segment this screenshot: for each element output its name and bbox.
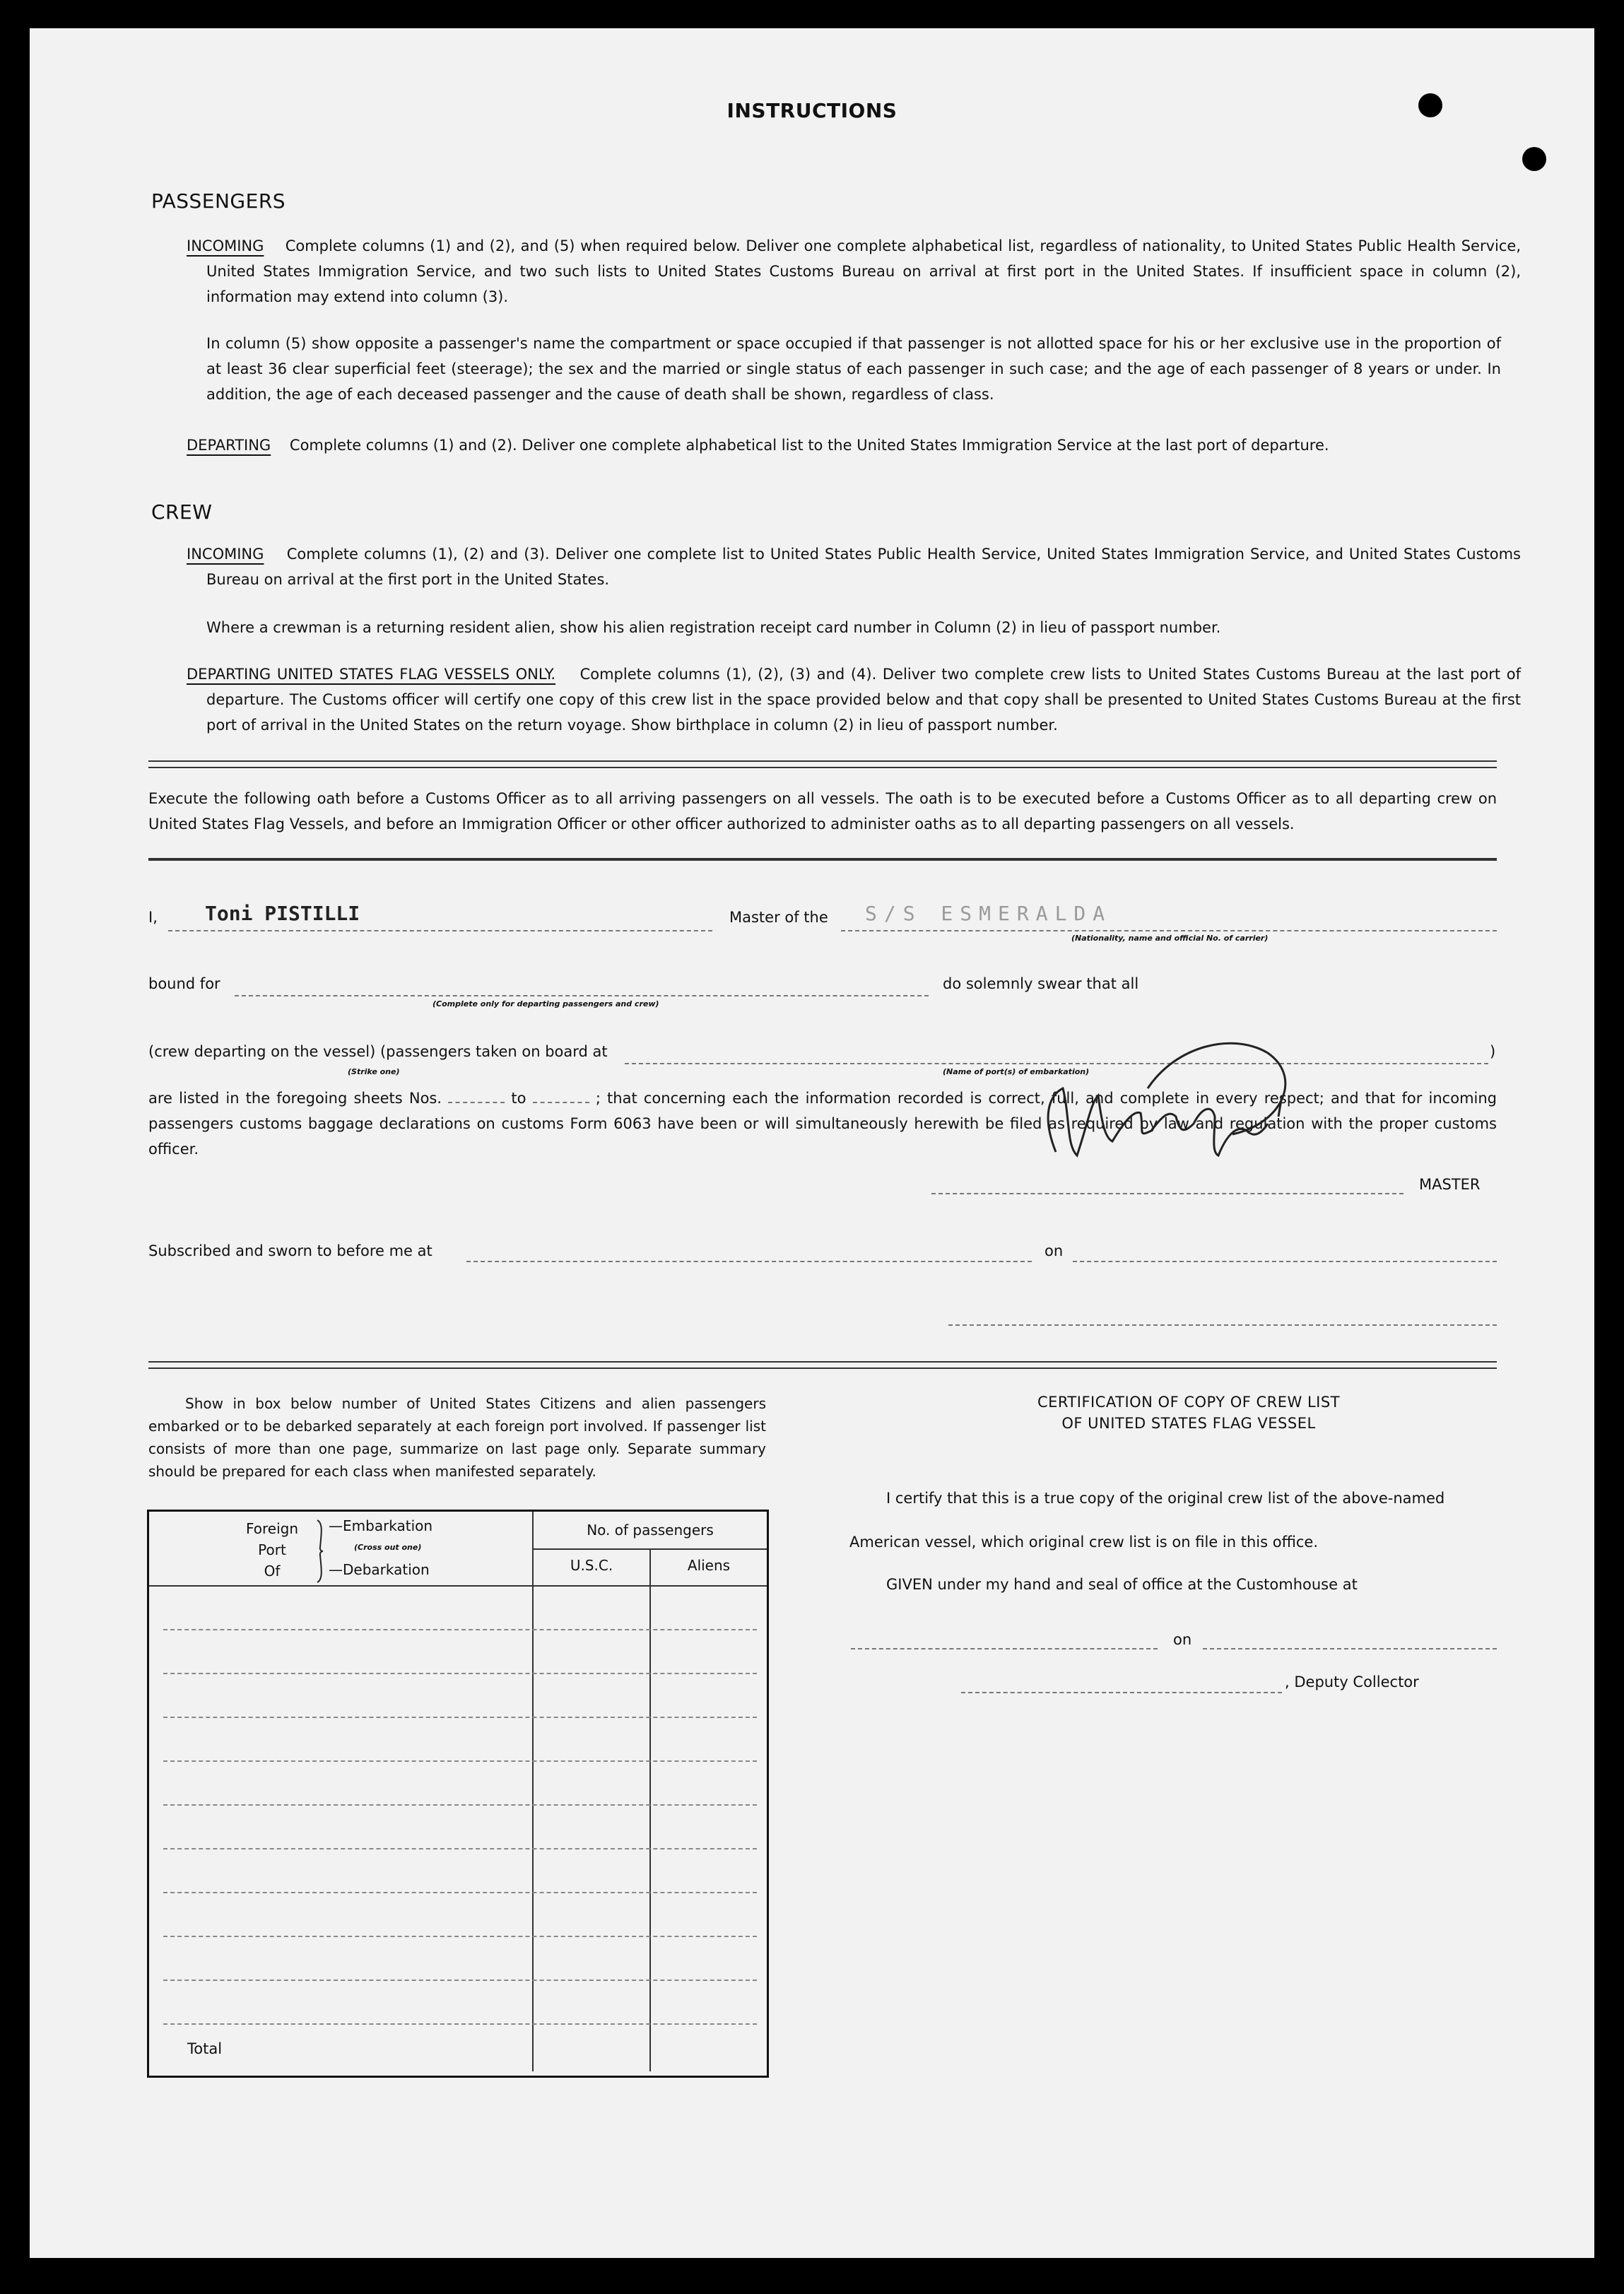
master-name-field-line <box>168 930 712 931</box>
section-divider <box>148 760 1497 768</box>
table-row[interactable] <box>163 1760 757 1762</box>
sheets-text: ; that concerning each the information recorded is correct, full, and complete in every respect; and that for incoming passengers customs baggage declarations on customs Form 6063 have been or will simultaneously herewith be filed as required by law and regulation with the proper customs officer. <box>148 1090 1498 1158</box>
crew-departing-label: DEPARTING UNITED STATES FLAG VESSELS ONLY. <box>187 666 556 683</box>
passengers-column5-paragraph: In column (5) show opposite a passenger's name the compartment or space occupied if that passenger is not allotted space for his or her exclusive use in the proportion of at least 36 clear superficial feet (steerage); the sex and the married or single status of each passenger in such case; and the age of each passenger of 8 years or under. In addition, the age of each deceased passenger and the cause of death shall be shown, regardless of class. <box>206 335 1501 403</box>
crew-departing-paragraph <box>187 661 1521 738</box>
cross-out-note: (Cross out one) <box>354 1543 422 1552</box>
brace-icon <box>313 1519 327 1584</box>
sheets-to-field[interactable] <box>533 1089 589 1103</box>
deputy-signature-field[interactable] <box>961 1692 1282 1693</box>
passenger-summary-table <box>147 1510 769 2078</box>
subscribed-place-field[interactable] <box>466 1261 1032 1262</box>
port-label: Port <box>258 1541 286 1558</box>
certify-line1: I certify that this is a true copy of the original crew list of the above-named <box>886 1490 1445 1507</box>
ports-note: (Name of port(s) of embarkation) <box>943 1067 1090 1076</box>
given-text: GIVEN under my hand and seal of office at the Customhouse at <box>886 1576 1358 1593</box>
usc-header: U.S.C. <box>570 1557 613 1574</box>
crew-incoming-text: Complete columns (1), (2) and (3). Deliver one complete list to United States Public Health Service, United States Immigration Service, and United States Customs Bureau on arrival at the first port in the United States. <box>206 546 1522 588</box>
certification-on-label: on <box>1173 1631 1192 1648</box>
master-signature-icon <box>999 1011 1395 1173</box>
passengers-heading: PASSENGERS <box>151 189 286 213</box>
certify-line2: American vessel, which original crew list is on file in this office. <box>849 1534 1319 1551</box>
table-row[interactable] <box>163 1673 757 1674</box>
subscribed-label: Subscribed and sworn to before me at <box>148 1242 433 1259</box>
subscribed-on-label: on <box>1045 1242 1064 1259</box>
column-divider <box>649 1548 651 2071</box>
customhouse-field[interactable] <box>851 1648 1158 1649</box>
vessel-note: (Nationality, name and official No. of carrier) <box>1071 934 1269 943</box>
no-passengers-header: No. of passengers <box>587 1522 714 1539</box>
officer-signature-field[interactable] <box>948 1324 1497 1326</box>
table-row[interactable] <box>163 1717 757 1718</box>
page-title: INSTRUCTIONS <box>726 99 898 122</box>
bound-for-field-line[interactable] <box>235 995 929 996</box>
oath-i-label: I, <box>148 909 158 926</box>
total-label: Total <box>187 2040 223 2057</box>
section-divider <box>148 1361 1497 1369</box>
sheets-label: are listed in the foregoing sheets Nos. <box>148 1090 442 1107</box>
table-row[interactable] <box>163 2023 757 2025</box>
table-row[interactable] <box>163 1629 757 1630</box>
certification-date-field[interactable] <box>1203 1648 1497 1649</box>
bound-for-label: bound for <box>148 975 220 992</box>
foreign-label: Foreign <box>245 1520 299 1537</box>
passengers-incoming-label: INCOMING <box>187 237 264 254</box>
vessel-name-field[interactable]: S/S ESMERALDA <box>865 902 1112 925</box>
master-label: MASTER <box>1419 1176 1481 1193</box>
certification-title-line1: CERTIFICATION OF COPY OF CREW LIST <box>1037 1394 1341 1411</box>
column-divider <box>532 1512 534 2071</box>
passengers-departing-text: Complete columns (1) and (2). Deliver one complete alphabetical list to the United States Immigration Service at the last port of departure. <box>289 437 1329 454</box>
to-label: to <box>511 1090 526 1107</box>
embarkation-label: —Embarkation <box>329 1517 433 1534</box>
header-bottom-line <box>149 1585 767 1587</box>
passengers-incoming-paragraph <box>187 233 1521 310</box>
deputy-collector-label: , Deputy Collector <box>1285 1674 1419 1690</box>
table-row[interactable] <box>163 1936 757 1937</box>
certification-title-line2: OF UNITED STATES FLAG VESSEL <box>1061 1415 1316 1432</box>
master-name-field[interactable]: Toni PISTILLI <box>205 902 360 925</box>
crew-incoming-paragraph <box>187 541 1521 592</box>
summary-instructions: Show in box below number of United States Citizens and alien passengers embarked or to be debarked separately at each foreign port involved. If passenger list consists of more than one page, summarize on last page only. Separate summary should be prepared for each class when manifested separately. <box>148 1395 766 1480</box>
crew-incoming-label: INCOMING <box>187 546 264 563</box>
sheets-from-field[interactable] <box>448 1089 505 1103</box>
bound-for-note: (Complete only for departing passengers and crew) <box>433 999 659 1008</box>
passengers-departing-paragraph <box>187 433 1521 458</box>
vessel-field-line <box>841 930 1497 931</box>
table-row[interactable] <box>163 1980 757 1981</box>
subscribed-date-field[interactable] <box>1073 1261 1497 1262</box>
close-paren: ) <box>1490 1043 1496 1060</box>
crew-departing-text: Complete columns (1), (2), (3) and (4). Deliver two complete crew lists to United States Customs Bureau at the last port of departure. The Customs officer will certify one copy of this crew list in the space provided below and that copy shall be presented to United States Customs Bureau at the first port of arrival in the United States on the return voyage. Show birthplace in column (2) in lieu of passport number. <box>206 666 1522 734</box>
table-row[interactable] <box>163 1848 757 1849</box>
section-divider <box>148 858 1497 861</box>
table-row[interactable] <box>163 1804 757 1806</box>
debarkation-label: —Debarkation <box>329 1561 430 1578</box>
punch-hole <box>1522 147 1546 171</box>
swear-text: do solemnly swear that all <box>943 975 1139 992</box>
master-signature-line <box>931 1193 1404 1194</box>
strike-note: (Strike one) <box>348 1067 400 1076</box>
of-label: Of <box>264 1563 281 1580</box>
crew-passengers-text: (crew departing on the vessel) (passengers taken on board at <box>148 1043 608 1060</box>
document-page <box>30 28 1594 2258</box>
crew-heading: CREW <box>151 500 213 524</box>
passengers-departing-label: DEPARTING <box>187 437 271 454</box>
oath-intro-paragraph: Execute the following oath before a Customs Officer as to all arriving passengers on all vessels. The oath is to be executed before a Customs Officer as to all departing crew on United States Flag Vessels, and before an Immigration Officer or other officer authorized to administer oaths as to all departing passengers on all vessels. <box>148 790 1497 833</box>
aliens-header: Aliens <box>687 1557 731 1574</box>
master-of-label: Master of the <box>729 909 828 926</box>
passengers-incoming-text: Complete columns (1) and (2), and (5) when required below. Deliver one complete alphabetical list, regardless of nationality, to United States Public Health Service, United States Immigration Service, and two such lists to United States Customs Bureau on arrival at first port in the United States. If insufficient space in column (2), information may extend into column (3). <box>206 237 1521 305</box>
crew-resident-paragraph: Where a crewman is a returning resident alien, show his alien registration receipt card number in Column (2) in lieu of passport number. <box>206 619 1221 636</box>
table-row[interactable] <box>163 1892 757 1893</box>
